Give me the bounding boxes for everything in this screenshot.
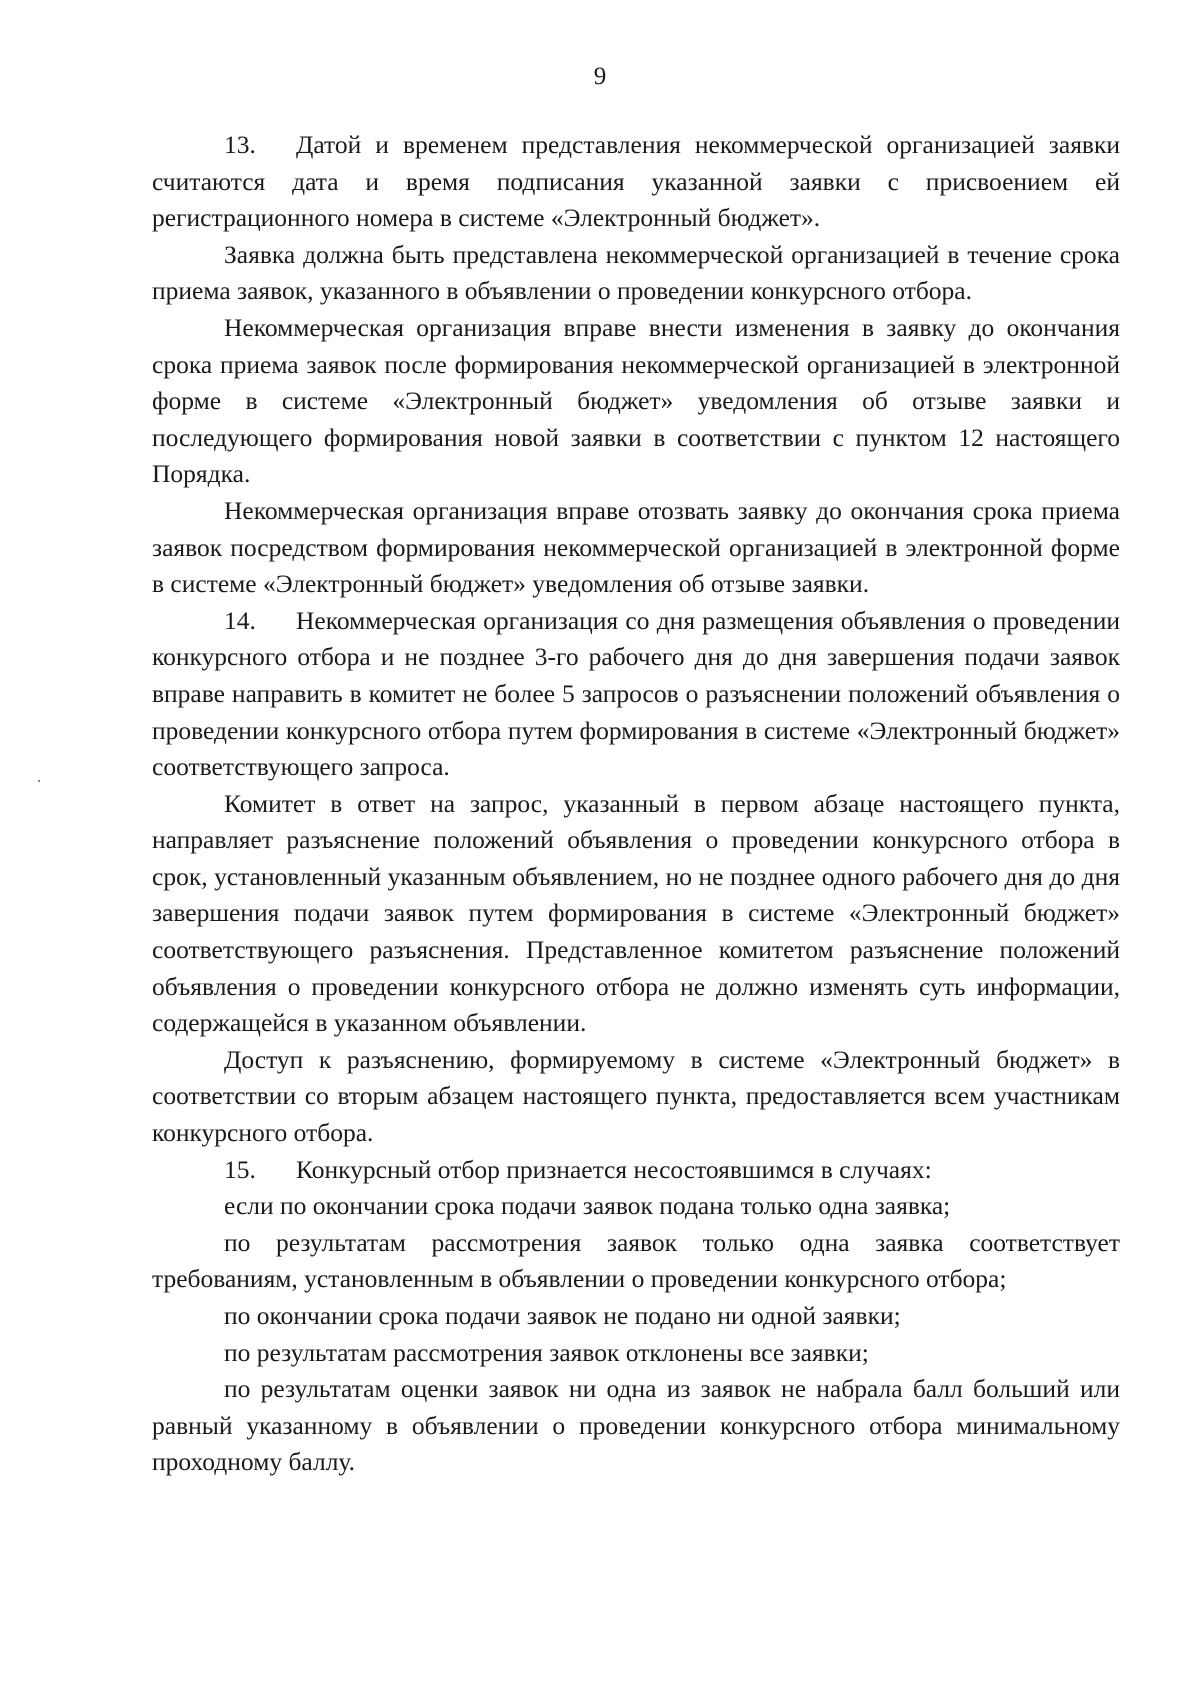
page-number: 9: [593, 63, 607, 90]
paragraph-15: [152, 1152, 1120, 1189]
paragraph-13: [152, 127, 1120, 237]
paragraph-text: Комитет в ответ на запрос, указанный в первом абзаце настоящего пункта, направляет разъяснение положений объявления о проведении конкурсного отбора в срок, установленный указанным объявлением, но не позднее одного рабочего дня до дня завершения подачи заявок путем формирования в системе «Электронный бюджет» соответствующего разъяснения. Представленное комитетом разъяснение положений объявления о проведении конкурсного отбора не должно изменять суть информации, содержащейся в указанном объявлении.: [152, 788, 1120, 1038]
list-item: [152, 1371, 1120, 1481]
paragraph: [152, 310, 1120, 493]
document-body: [152, 127, 1120, 1481]
paragraph-text: Доступ к разъяснению, формируемому в системе «Электронный бюджет» в соответствии со вторым абзацем настоящего пункта, предоставляется всем участникам конкурсного отбора.: [152, 1044, 1120, 1148]
list-item: [152, 1335, 1120, 1372]
clause-number: 14.: [224, 605, 256, 635]
paragraph-14: [152, 603, 1120, 786]
paragraph-text: по окончании срока подачи заявок не подано ни одной заявки;: [224, 1301, 901, 1330]
clause-number: 13.: [224, 130, 256, 159]
paragraph-text: по результатам оценки заявок ни одна из заявок не набрала балл больший или равный указанному в объявлении о проведении конкурсного отбора минимальному проходному баллу.: [152, 1374, 1120, 1477]
paragraph-text: Некоммерческая организация со дня размещения объявления о проведении конкурсного отбора и не позднее 3-го рабочего дня до дня завершения подачи заявок вправе направить в комитет не более 5 запросов о разъяснении положений объявления о проведении конкурсного отбора путем формирования в системе «Электронный бюджет» соответствующего запроса.: [152, 605, 1120, 782]
clause-number: 15.: [224, 1154, 256, 1184]
paragraph-text: Конкурсный отбор признается несостоявшимся в случаях:: [296, 1154, 932, 1184]
paragraph-text: Датой и временем представления некоммерческой организацией заявки считаются дата и время подписания указанной заявки с присвоением ей регистрационного номера в системе «Электронный бюджет».: [152, 130, 1120, 233]
list-item: [152, 1298, 1120, 1335]
paragraph: [152, 1042, 1120, 1152]
paragraph-text: Некоммерческая организация вправе отозвать заявку до окончания срока приема заявок посредством формирования некоммерческой организацией в электронной форме в системе «Электронный бюджет» уведомления об отзыве заявки.: [152, 495, 1120, 599]
paragraph: [152, 786, 1120, 1042]
list-item: [152, 1225, 1120, 1298]
paragraph: [152, 493, 1120, 603]
paragraph: [152, 237, 1120, 310]
paragraph-text: по результатам рассмотрения заявок только одна заявка соответствует требованиям, установленным в объявлении о проведении конкурсного отбора;: [152, 1227, 1120, 1294]
scan-speck: [38, 780, 40, 782]
paragraph-text: по результатам рассмотрения заявок отклонены все заявки;: [224, 1337, 869, 1367]
list-item: [152, 1188, 1120, 1225]
paragraph-text: если по окончании срока подачи заявок подана только одна заявка;: [224, 1191, 951, 1221]
paragraph-text: Некоммерческая организация вправе внести изменения в заявку до окончания срока приема заявок после формирования некоммерческой организацией в электронной форме в системе «Электронный бюджет» уведомления об отзыве заявки и последующего формирования новой заявки в соответствии с пунктом 12 настоящего Порядка.: [152, 312, 1120, 489]
paragraph-text: Заявка должна быть представлена некоммерческой организацией в течение срока приема заявок, указанного в объявлении о проведении конкурсного отбора.: [152, 239, 1120, 306]
